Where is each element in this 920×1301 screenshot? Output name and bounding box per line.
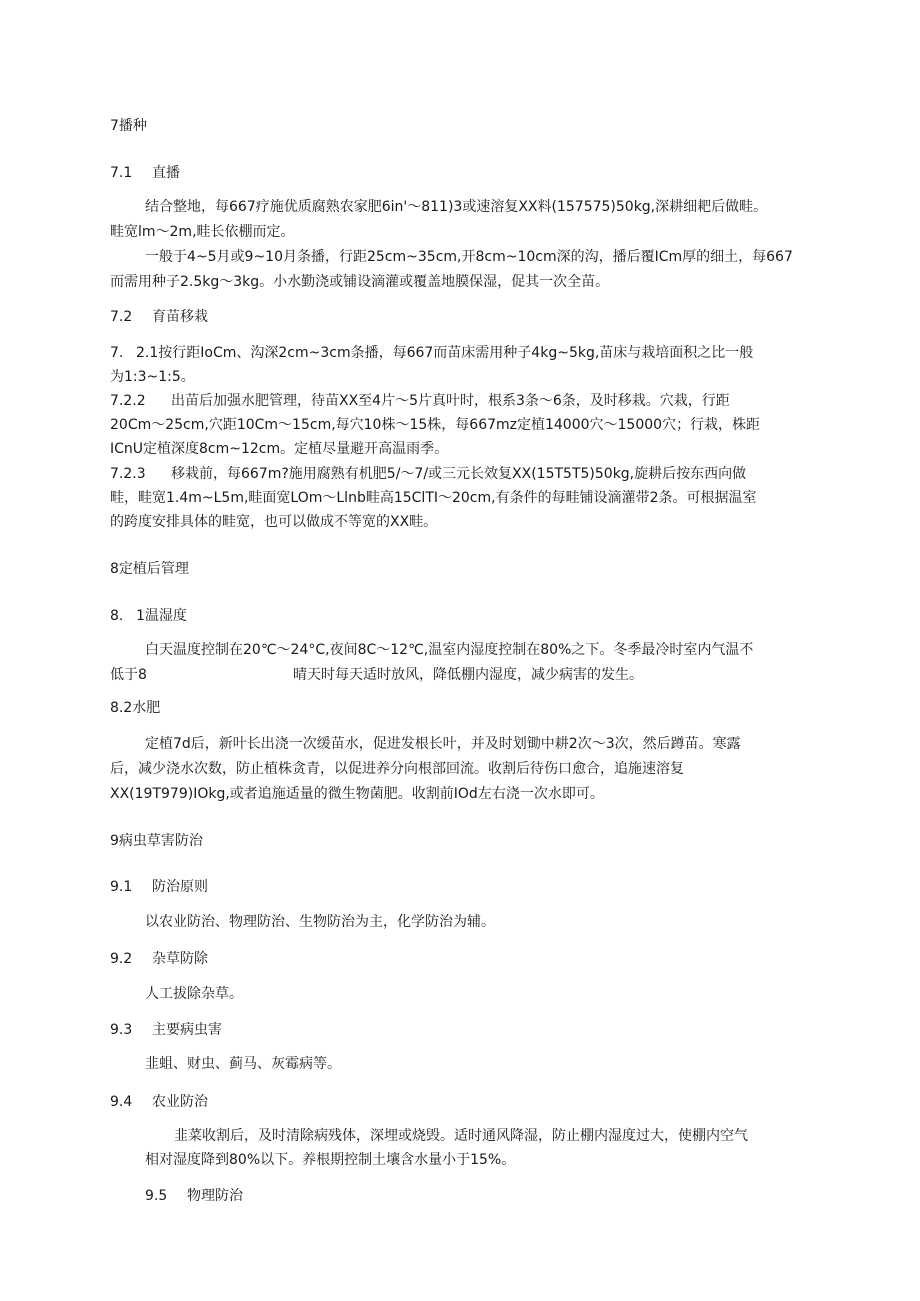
section-title: 直播 — [152, 165, 180, 181]
section-number: 9.2 — [110, 951, 133, 967]
paragraph-text: 低于8 — [110, 667, 147, 683]
section-7-heading: 7播种 — [110, 118, 147, 134]
paragraph-line — [110, 464, 746, 484]
section-8-heading: 8定植后管理 — [110, 561, 189, 577]
paragraph-line: 后，减少浇水次数，防止植株贪青，以促进养分向根部回流。收割后待伤口愈合，追施速溶复 — [110, 761, 684, 777]
section-number: 7.2.2 — [110, 393, 146, 409]
paragraph-line: 的跨度安排具体的畦宽，也可以做成不等宽的XX畦。 — [110, 514, 438, 530]
paragraph-line: 为1:3~1:5。 — [110, 369, 195, 385]
section-9-4-heading — [110, 1092, 208, 1112]
paragraph-line: XX(19T979)IOkg,或者追施适量的微生物菌肥。收割前IOd左右浇一次水即可。 — [110, 786, 604, 802]
section-number: 9.3 — [110, 1022, 133, 1038]
section-7-1-heading — [110, 163, 180, 183]
section-title: 农业防治 — [152, 1094, 208, 1110]
section-8-2-heading: 8.2水肥 — [110, 700, 161, 716]
paragraph-line: 白天温度控制在20℃～24°C,夜间8C～12℃,温室内湿度控制在80%之下。冬季最冷时室内气温不 — [145, 642, 754, 658]
section-9-heading: 9病虫草害防治 — [110, 833, 203, 849]
paragraph-line: 晴天时每天适时放风，降低棚内湿度，减少病害的发生。 — [293, 667, 643, 683]
section-8-1-heading — [110, 606, 187, 626]
paragraph-line: 韭菜收割后，及时清除病残体，深埋或烧毁。适时通风降湿，防止棚内湿度过大，使棚内空气 — [174, 1128, 748, 1144]
section-9-2-heading — [110, 949, 208, 969]
paragraph-line — [110, 391, 730, 411]
section-number: 9.4 — [110, 1094, 133, 1110]
paragraph-line: 人工拔除杂草。 — [145, 986, 243, 1002]
paragraph-text: 2.1按行距IoCm、沟深2cm~3cm条播，每667而苗床需用种子4kg~5kg,苗床与栽培面积之比一般 — [136, 345, 754, 361]
section-number: 7.1 — [110, 165, 133, 181]
paragraph-line: 一般于4~5月或9~10月条播，行距25cm~35cm,开8cm~10cm深的沟，播后覆ICm厚的细土，每667 — [145, 249, 793, 265]
paragraph-text: 移栽前，每667m?施用腐熟有机肥5/～7/或三元长效复XX(15T5T5)50kg,旋耕后按东西向做 — [171, 466, 747, 482]
paragraph-line — [110, 665, 147, 685]
section-number: 9.1 — [110, 879, 133, 895]
section-9-1-heading — [110, 877, 208, 897]
section-title: 防治原则 — [152, 879, 208, 895]
paragraph-line: 相对湿度降到80%以下。养根期控制土壤含水量小于15%。 — [145, 1152, 516, 1168]
paragraph-line: 韭蛆、财虫、蓟马、灰霉病等。 — [145, 1056, 341, 1072]
paragraph-line — [110, 343, 753, 363]
section-7-2-heading — [110, 307, 208, 327]
section-number: 7.2.3 — [110, 466, 146, 482]
section-title: 杂草防除 — [152, 951, 208, 967]
paragraph-line: 以农业防治、物理防治、生物防治为主，化学防治为辅。 — [145, 914, 495, 930]
section-title: 物理防治 — [187, 1188, 243, 1204]
section-number: 7.2 — [110, 309, 133, 325]
section-title: 1温湿度 — [136, 608, 187, 624]
section-title: 主要病虫害 — [152, 1022, 222, 1038]
paragraph-line: 畦，畦宽1.4m~L5m,畦面宽LOm～Llnb畦高15ClTI～20cm,有条件的每畦铺设滴灌带2条。可根据温室 — [110, 490, 757, 506]
paragraph-line: ICnU定植深度8cm~12cm。定植尽量避开高温雨季。 — [110, 441, 449, 457]
paragraph-line: 畦宽lm～2m,畦长依棚而定。 — [110, 224, 295, 240]
paragraph-line: 20Cm～25cm,穴距10Cm～15cm,每穴10株～15株，每667mz定植14000穴～15000穴；行栽，株距 — [110, 417, 761, 433]
paragraph-line: 而需用种子2.5kg～3kg。小水勤浇或铺设滴灌或覆盖地膜保湿，促其一次全苗。 — [110, 274, 610, 290]
section-number: 8. — [110, 608, 124, 624]
section-number: 7. — [110, 345, 124, 361]
section-title: 育苗移栽 — [152, 309, 208, 325]
paragraph-text: 出苗后加强水肥管理，待苗XX至4片～5片真叶时，根系3条～6条，及时移栽。穴栽，行距 — [171, 393, 730, 409]
paragraph-line: 定植7d后，新叶长出浇一次缓苗水，促进发根长叶，并及时划锄中耕2次～3次，然后蹲苗。寒露 — [145, 736, 741, 752]
section-number: 9.5 — [145, 1188, 168, 1204]
section-9-5-heading — [145, 1186, 243, 1206]
section-9-3-heading — [110, 1020, 222, 1040]
paragraph-line: 结合整地，每667疗施优质腐熟农家肥6in'～811)3或速溶复XX料(157575)50kg,深耕细耙后做畦。 — [145, 199, 768, 215]
